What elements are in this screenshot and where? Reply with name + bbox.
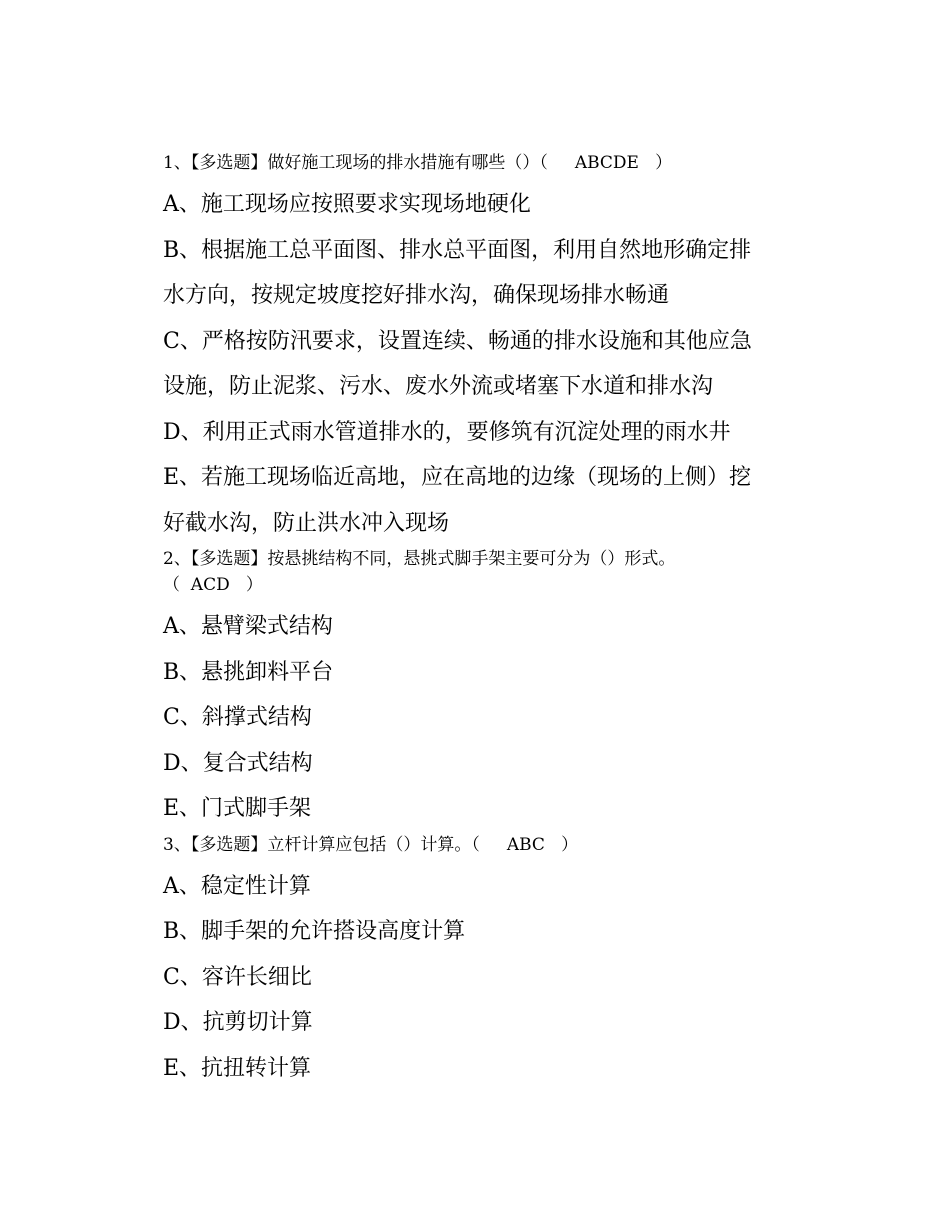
question-2-option-e: E、门式脚手架: [163, 796, 312, 821]
question-2-header: 2、【多选题】按悬挑结构不同，悬挑式脚手架主要可分为（）形式。: [163, 549, 676, 569]
document-page: [163, 150, 783, 1091]
question-2: [163, 546, 783, 832]
question-1-option-a: A、施工现场应按照要求实现场地硬化: [163, 192, 531, 217]
question-3-option-b: B、脚手架的允许搭设高度计算: [163, 919, 466, 944]
question-3-option-e: E、抗扭转计算: [163, 1055, 312, 1081]
question-3: [163, 832, 783, 1092]
question-2-option-c: C、斜撑式结构: [163, 705, 312, 730]
question-1-option-d: D、利用正式雨水管道排水的，要修筑有沉淀处理的雨水井: [163, 419, 731, 445]
question-2-option-a: A、悬臂梁式结构: [163, 614, 333, 639]
question-1-option-c: C、严格按防汛要求，设置连续、畅通的排水设施和其他应急: [163, 328, 752, 354]
question-1: [163, 150, 783, 546]
question-3-header: 3、【多选题】立杆计算应包括（）计算。（ ABC ）: [163, 834, 579, 855]
question-3-option-d: D、抗剪切计算: [163, 1010, 313, 1035]
question-1-header: 1、【多选题】做好施工现场的排水措施有哪些（）（ ABCDE ）: [163, 153, 673, 173]
question-1-option-e-cont: 好截水沟，防止洪水冲入现场: [163, 510, 450, 536]
question-3-option-c: C、容许长细比: [163, 964, 312, 990]
question-2-option-d: D、复合式结构: [163, 750, 313, 776]
question-2-option-b: B、悬挑卸料平台: [163, 659, 334, 685]
question-1-option-b-cont: 水方向，按规定坡度挖好排水沟，确保现场排水畅通: [163, 283, 670, 308]
question-3-option-a: A、稳定性计算: [163, 873, 311, 899]
question-2-answer: （ ACD ）: [163, 575, 263, 595]
question-1-option-c-cont: 设施，防止泥浆、污水、废水外流或堵塞下水道和排水沟: [163, 374, 714, 399]
question-1-option-e: E、若施工现场临近高地，应在高地的边缘（现场的上侧）挖: [163, 465, 752, 490]
question-1-option-b: B、根据施工总平面图、排水总平面图，利用自然地形确定排: [163, 237, 752, 263]
